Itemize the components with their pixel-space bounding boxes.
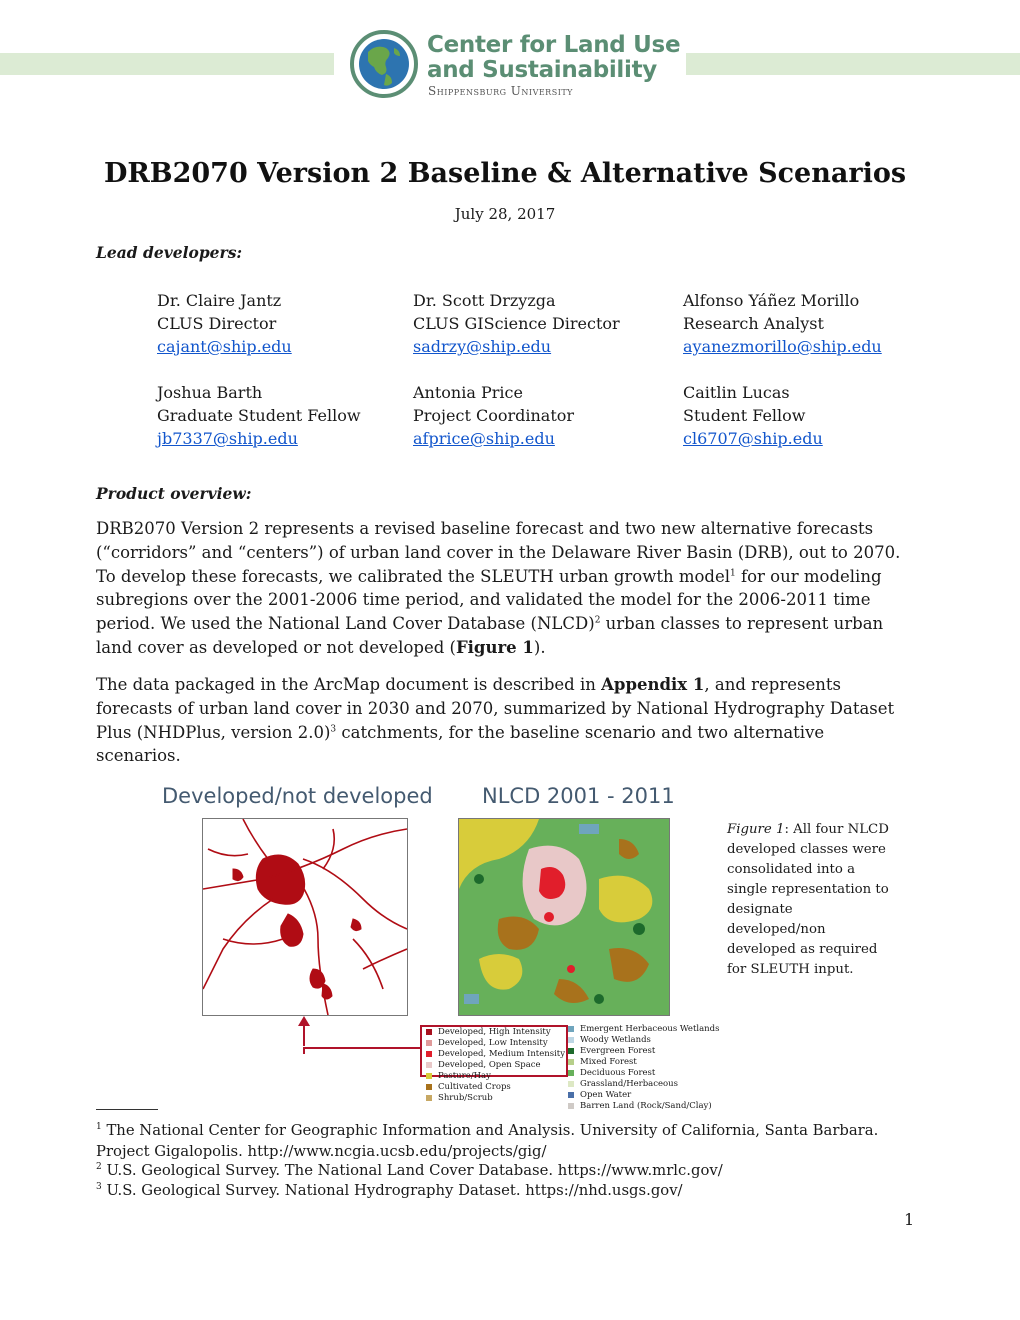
caption-label: Figure 1 [727,822,785,837]
developer-email-link[interactable]: sadrzy@ship.edu [413,337,552,356]
legend-item: Woody Wetlands [568,1035,651,1046]
developer-card [413,381,574,450]
caption-text: : All four NLCD developed classes were consolidated into a single representation to designate developed/non developed as required for SLEUTH input. [727,822,889,977]
lead-developers-label: Lead developers: [96,243,243,262]
developer-card [683,289,882,358]
developer-name: Joshua Barth [157,383,263,402]
legend-item: Cultivated Crops [426,1082,511,1093]
legend-swatch [426,1051,432,1057]
legend-swatch [568,1070,574,1076]
developer-name: Alfonso Yáñez Morillo [683,291,860,310]
legend-item: Developed, Low Intensity [426,1038,548,1049]
legend-item: Evergreen Forest [568,1046,655,1057]
text-line: To develop these forecasts, we calibrated the SLEUTH urban growth model$^1$ for our modeling [96,566,882,586]
developer-email-link[interactable]: cajant@ship.edu [157,337,292,356]
developer-role: CLUS Director [157,314,277,333]
overview-paragraph-1 [96,517,906,660]
text-line: Plus (NHDPlus, version 2.0)$^3$ catchments, for the baseline scenario and two alternative [96,722,825,742]
logo-title-line2: and Sustainability [427,57,657,83]
legend-swatch [568,1092,574,1098]
legend-item: Developed, High Intensity [426,1027,551,1038]
legend-swatch [568,1059,574,1065]
footnote-1: $^1$ The National Center for Geographic Information and Analysis. University of California, Santa Barbara. Project Gigalopolis. http://www.ncgia.ucsb.edu/projects/gig/ [96,1122,879,1160]
developer-name: Antonia Price [413,383,523,402]
footnote-divider [96,1109,158,1110]
legend-pointer-arrow [298,1016,424,1056]
legend-swatch [568,1081,574,1087]
developer-card [157,381,361,450]
footnote-ref[interactable]: 1 [730,568,736,579]
legend-item: Shrub/Scrub [426,1093,493,1104]
developer-email-link[interactable]: jb7337@ship.edu [157,429,298,448]
legend-item: Deciduous Forest [568,1068,655,1079]
developer-name: Dr. Scott Drzyzga [413,291,556,310]
developer-email-link[interactable]: ayanezmorillo@ship.edu [683,337,882,356]
developer-card [157,289,292,358]
legend-swatch [568,1026,574,1032]
figure-ref: Figure 1 [455,637,534,657]
legend-item: Barren Land (Rock/Sand/Clay) [568,1101,712,1112]
legend-item: Developed, Medium Intensity [426,1049,565,1060]
developer-card [413,289,620,358]
text-line: land cover as developed or not developed (Figure 1). [96,637,546,657]
developer-role: Project Coordinator [413,406,575,425]
product-overview-label: Product overview: [96,484,252,503]
legend-swatch [426,1029,432,1035]
text-line: period. We used the National Land Cover Database (NLCD)$^2$ urban classes to represent urban [96,614,884,634]
developer-card [683,381,823,450]
globe-logo-icon [350,30,418,98]
legend-swatch [568,1037,574,1043]
legend-item: Open Water [568,1090,631,1101]
developer-role: Research Analyst [683,314,824,333]
text-line: subregions over the 2001-2006 time period, and validated the model for the 2006-2011 time [96,590,871,610]
developer-name: Dr. Claire Jantz [157,291,282,310]
developer-email-link[interactable]: afprice@ship.edu [413,429,555,448]
header-band-left [0,53,334,75]
nlcd-map-image [458,818,670,1016]
developer-role: Graduate Student Fellow [157,406,361,425]
legend-item: Mixed Forest [568,1057,637,1068]
legend-swatch [568,1048,574,1054]
document-title: DRB2070 Version 2 Baseline & Alternative Scenarios [103,158,907,189]
text-line: forecasts of urban land cover in 2030 and 2070, summarized by National Hydrography Dataset [96,698,895,718]
legend-swatch [426,1084,432,1090]
map-title-nlcd: NLCD 2001 - 2011 [482,784,675,808]
developer-name: Caitlin Lucas [683,383,790,402]
footnote-ref[interactable]: 2 [594,615,601,626]
overview-paragraph-2 [96,673,906,768]
legend-swatch [426,1040,432,1046]
legend-item: Emergent Herbaceous Wetlands [568,1024,719,1035]
text-line: scenarios. [96,746,181,766]
legend-swatch [568,1103,574,1109]
logo-title-line1: Center for Land Use [427,32,681,58]
legend-item: Pasture/Hay [426,1071,491,1082]
legend-swatch [426,1073,432,1079]
legend-item: Developed, Open Space [426,1060,541,1071]
page-number: 1 [904,1210,915,1229]
text-line: DRB2070 Version 2 represents a revised baseline forecast and two new alternative forecasts [96,519,874,538]
developer-role: Student Fellow [683,406,806,425]
footnote-3: $^3$ U.S. Geological Survey. National Hydrography Dataset. https://nhd.usgs.gov/ [96,1182,683,1199]
appendix-ref: Appendix 1 [601,675,705,694]
figure-caption [727,820,892,980]
header-band-right [686,53,1020,75]
legend-swatch [426,1095,432,1101]
text-line: The data packaged in the ArcMap document is described in Appendix 1, and represents [96,675,841,694]
legend-swatch [426,1062,432,1068]
text-line: (“corridors” and “centers”) of urban land cover in the Delaware River Basin (DRB), out to 2070. [96,542,901,562]
legend-item: Grassland/Herbaceous [568,1079,678,1090]
developer-role: CLUS GIScience Director [413,314,620,333]
logo-subtitle: Shippensburg University [428,84,573,98]
document-date: July 28, 2017 [454,205,556,223]
developer-email-link[interactable]: cl6707@ship.edu [683,429,823,448]
footnote-2: $^2$ U.S. Geological Survey. The National Land Cover Database. https://www.mrlc.gov/ [96,1162,723,1179]
map-title-developed: Developed/not developed [162,784,433,808]
footnote-ref[interactable]: 3 [330,724,337,735]
developed-map-image [202,818,408,1016]
